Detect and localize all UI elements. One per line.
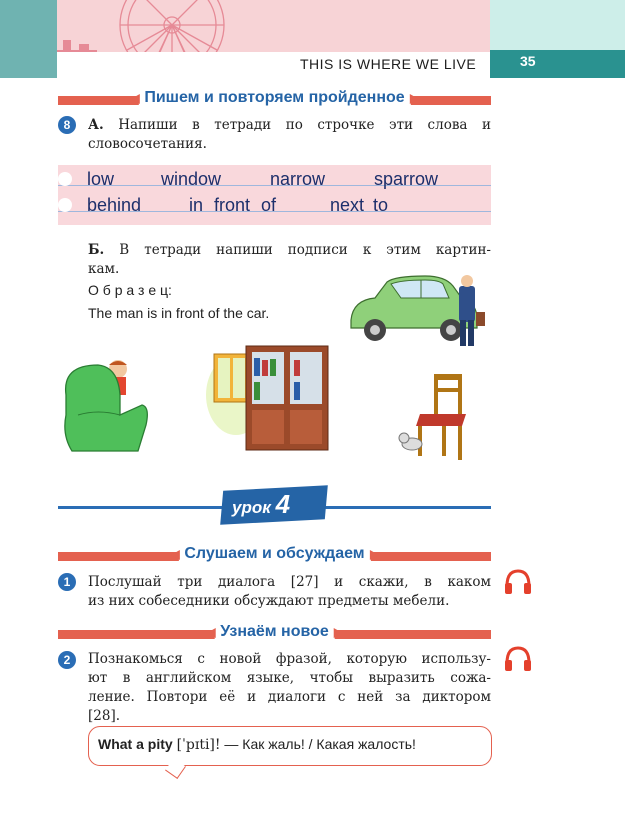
copybook-word: window <box>161 169 222 189</box>
exercise-2-line4: [28]. <box>88 708 121 724</box>
section-banner-label: Пишем и повторяем пройденное <box>138 89 410 107</box>
phrase-english: What a pity <box>98 736 173 752</box>
copybook-word: behind <box>87 195 142 215</box>
sample-sentence: The man is in front of the car. <box>88 305 270 321</box>
part-a-text-line2: словосочетания. <box>88 136 207 152</box>
exercise-2-line2: ют в английском языке, чтобы выразить сожа- <box>88 670 491 686</box>
exercise-1-instructions <box>88 573 491 611</box>
copybook-word: sparrow <box>374 169 439 189</box>
boy-behind-armchair-picture <box>58 355 153 455</box>
unit-title: THIS IS WHERE WE LIVE <box>300 56 477 72</box>
exercise-number: 2 <box>58 651 76 669</box>
exercise-2-line3: ление. Повтори её и диалоги с ней за диктором <box>88 689 491 705</box>
header-mint-block <box>490 0 625 50</box>
section-banner-writing <box>58 91 491 109</box>
lesson-number: 4 <box>275 489 291 519</box>
exercise-2-line1: Познакомься с новой фразой, которую использу- <box>88 651 491 667</box>
copybook-word: narrow <box>270 169 326 189</box>
exercise-1-line1: Послушай три диалога [27] и скажи, в каком <box>88 574 491 590</box>
page-number: 35 <box>520 53 536 69</box>
section-banner-listening <box>58 547 491 565</box>
copybook-word: next to <box>330 195 389 215</box>
exercise-1-line2: из них собеседники обсуждают предметы мебели. <box>88 593 450 609</box>
part-a-text-line1: Напиши в тетради по строчке эти слова и <box>118 117 491 133</box>
section-banner-label: Слушаем и обсуждаем <box>178 545 370 563</box>
part-a-label: А. <box>88 117 104 133</box>
sample-label: О б р а з е ц: <box>88 282 172 298</box>
exercise-8a-instructions <box>88 116 491 154</box>
copybook-word: in front of <box>189 195 277 215</box>
phrase-text <box>98 736 416 753</box>
exercise-number: 1 <box>58 573 76 591</box>
headphones-icon[interactable] <box>503 568 533 596</box>
part-b-text-line2: кам. <box>88 261 120 277</box>
lesson-word: урок <box>232 498 271 517</box>
exercise-number: 8 <box>58 116 76 134</box>
bookcase-by-window-picture <box>206 340 336 455</box>
phrase-russian: — Как жаль! / Какая жалость! <box>224 736 416 752</box>
lesson-title <box>232 489 290 520</box>
copybook-word: low <box>87 169 115 189</box>
phrase-transcription: [ˈpɪti]! <box>176 737 221 753</box>
man-and-car-picture <box>345 272 490 350</box>
header-teal-block <box>0 0 57 78</box>
part-b-text-line1: В тетради напиши подписи к этим картин- <box>119 242 491 258</box>
copybook-lines <box>58 165 491 225</box>
section-banner-new <box>58 625 491 643</box>
copybook-hole <box>58 198 72 212</box>
page-number-tab <box>490 50 625 78</box>
headphones-icon[interactable] <box>503 645 533 673</box>
copybook-hole <box>58 172 72 186</box>
section-banner-label: Узнаём новое <box>214 623 335 641</box>
exercise-2-instructions <box>88 650 491 726</box>
cat-under-chair-picture <box>398 370 468 460</box>
part-b-label: Б. <box>88 242 105 258</box>
